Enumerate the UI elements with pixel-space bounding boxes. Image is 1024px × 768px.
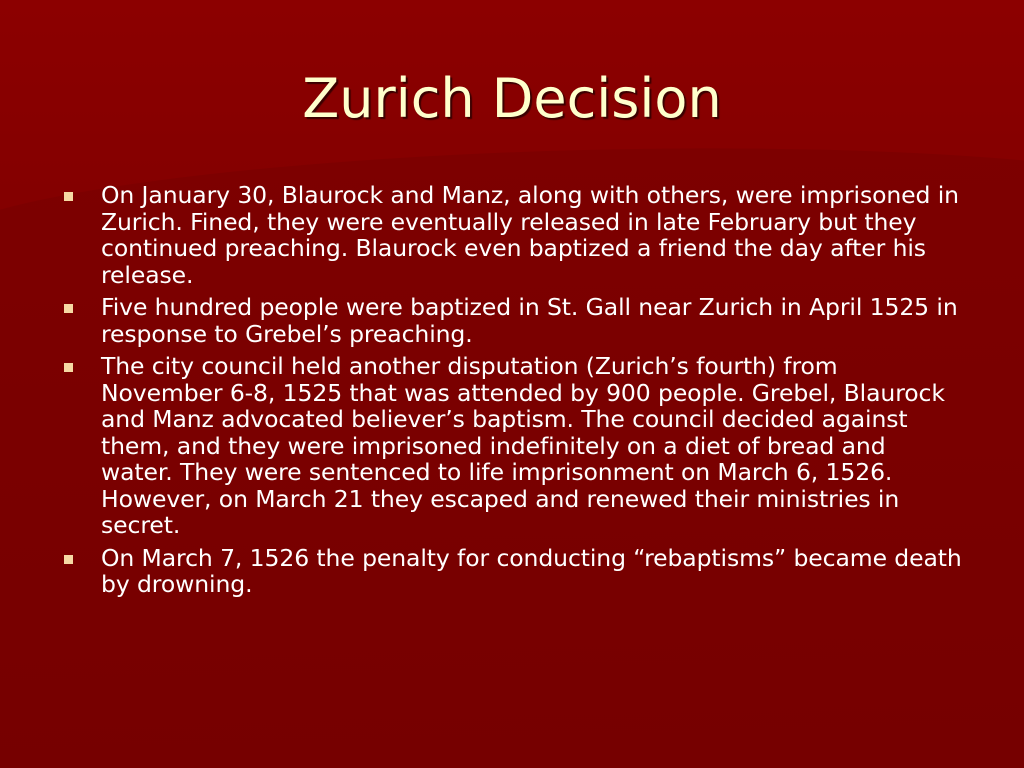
bullet-item [62,294,962,347]
bullet-item [62,182,962,288]
bullet-item [62,353,962,539]
bullet-list [62,182,962,604]
slide-title: Zurich Decision [302,67,722,130]
bullet-text: Five hundred people were baptized in St. Gall near Zurich in April 1525 in response to Grebel’s preaching. [101,293,958,348]
bullet-item [62,545,962,598]
square-bullet-icon [64,192,73,201]
bullet-text: On March 7, 1526 the penalty for conducting “rebaptisms” became death by drowning. [101,543,962,598]
bullet-text: The city council held another disputation (Zurich’s fourth) from November 6-8, 1525 that was attended by 900 people. Grebel, Blaurock and Manz advocated believer’s baptism. The council decided against them, and they were imprisoned indefinitely on a diet of bread and water. They were sentenced to life imprisonment on March 6, 1526. However, on March 21 they escaped and renewed their ministries in secret. [101,352,945,539]
bullet-text: On January 30, Blaurock and Manz, along with others, were imprisoned in Zurich. Fined, they were eventually released in late February but they continued preaching. Blaurock even baptized a friend the day after his release. [101,181,959,289]
square-bullet-icon [64,363,73,372]
square-bullet-icon [64,555,73,564]
square-bullet-icon [64,304,73,313]
